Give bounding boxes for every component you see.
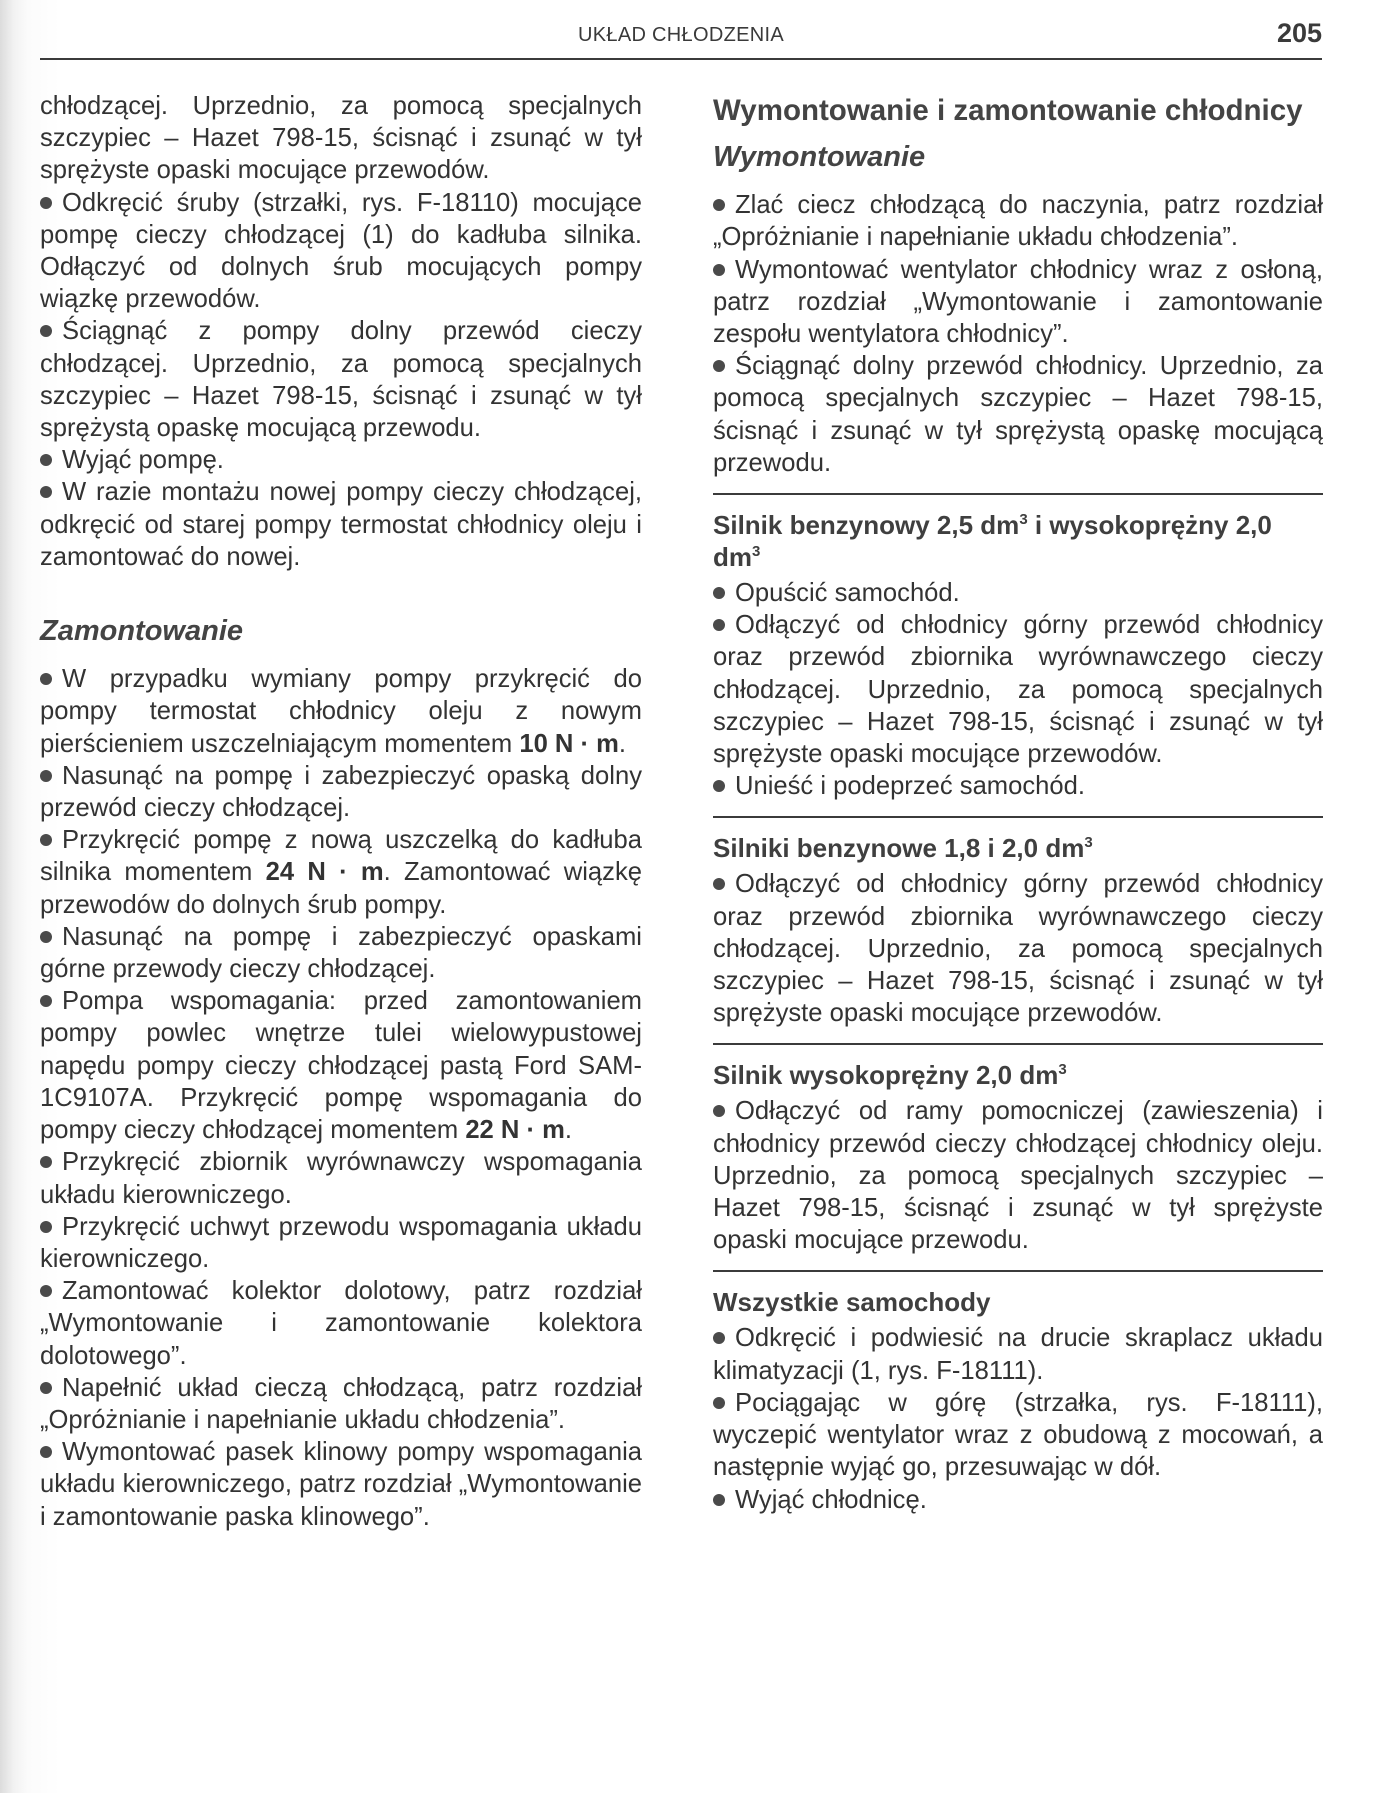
left-column (40, 90, 642, 1533)
section-heading: Wszystkie samochody (713, 1287, 991, 1318)
list-item: Wyjąć pompę. (40, 444, 642, 476)
bullet-icon (40, 1156, 52, 1168)
section-heading: Silnik benzynowy 2,5 $dm^3$ i wysokoprężny 2,0 $dm^3$ (713, 510, 1272, 573)
bullet-icon (713, 1105, 725, 1117)
bullet-icon (713, 1494, 725, 1506)
section-heading: Silniki benzynowe 1,8 i 2,0 $dm^3$ (713, 833, 1093, 864)
bullet-icon (40, 197, 52, 209)
bullet-icon (713, 360, 725, 372)
list-item: W razie montażu nowej pompy cieczy chłodzącej, odkręcić od starej pompy termostat chłodnicy oleju i zamontować do nowej. (40, 478, 642, 571)
bullet-icon (40, 1285, 52, 1297)
bullet-icon (713, 619, 725, 631)
bullet-icon (40, 486, 52, 498)
torque-value: 24 N · m (265, 858, 384, 887)
list-item: W przypadku wymiany pompy przykręcić do pompy termostat chłodnicy oleju z nowym pierścieniem uszczelniającym momentem 10 N · m. (40, 665, 642, 758)
list-item: Napełnić układ cieczą chłodzącą, patrz rozdział „Opróżnianie i napełnianie układu chłodzenia”. (40, 1373, 642, 1434)
list-item: Wymontować pasek klinowy pompy wspomagania układu kierowniczego, patrz rozdział „Wymontowanie i zamontowanie paska klinowego”. (40, 1438, 642, 1531)
header-rule (40, 58, 1322, 60)
bullet-icon (40, 325, 52, 337)
right-column (713, 92, 1323, 1516)
bullet-icon (713, 878, 725, 890)
list-item: Przykręcić zbiornik wyrównawczy wspomagania układu kierowniczego. (40, 1148, 642, 1209)
page-header (40, 18, 1322, 60)
list-item: Opuścić samochód. (713, 577, 1323, 609)
continuation-paragraph: chłodzącej. Uprzednio, za pomocą specjalnych szczypiec – Hazet 798-15, ścisnąć i zsunąć w tył sprężyste opaski mocujące przewodów. (40, 92, 642, 185)
list-item: Unieść i podeprzeć samochód. (713, 770, 1323, 802)
list-item: Pompa wspomagania: przed zamontowaniem pompy powlec wnętrze tulei wielowypustowej napędu pompy cieczy chłodzącej pastą Ford SAM-1C9107A. Przykręcić pompę wspomagania do pompy cieczy chłodzącej momentem 22 N · m. (40, 987, 642, 1145)
bullet-icon (40, 931, 52, 943)
list-item: Nasunąć na pompę i zabezpieczyć opaskami górne przewody cieczy chłodzącej. (40, 922, 642, 984)
bullet-icon (713, 264, 725, 276)
running-title: UKŁAD CHŁODZENIA (578, 24, 784, 46)
list-item: Odkręcić śruby (strzałki, rys. F-18110) mocujące pompę cieczy chłodzącej (1) do kadłuba silnika. Odłączyć od dolnych śrub mocujących pompy wiązkę przewodów. (40, 188, 642, 314)
removal-heading: Wymontowanie (713, 141, 926, 173)
bullet-icon (40, 834, 52, 846)
list-item: Ściągnąć dolny przewód chłodnicy. Uprzednio, za pomocą specjalnych szczypiec – Hazet 798-15, ścisnąć i zsunąć w tył sprężystą opaskę mocującą przewodu. (713, 352, 1323, 477)
bullet-icon (713, 1332, 725, 1344)
list-item: Pociągając w górę (strzałka, rys. F-18111), wyczepić wentylator wraz z obudową z mocowań, a następnie wyjąć go, przesuwając w dół. (713, 1388, 1323, 1482)
list-item: Zlać ciecz chłodzącą do naczynia, patrz rozdział „Opróżnianie i napełnianie układu chłodzenia”. (713, 191, 1323, 252)
list-item: Ściągnąć z pompy dolny przewód cieczy chłodzącej. Uprzednio, za pomocą specjalnych szczypiec – Hazet 798-15, ścisnąć i zsunąć w tył sprężystą opaskę mocującą przewodu. (40, 317, 642, 443)
list-item: Przykręcić uchwyt przewodu wspomagania układu kierowniczego. (40, 1212, 642, 1273)
list-item: Odłączyć od chłodnicy górny przewód chłodnicy oraz przewód zbiornika wyrównawczego cieczy chłodzącej. Uprzednio, za pomocą specjalnych szczypiec – Hazet 798-15, ścisnąć i zsunąć w tył sprężyste opaski mocujące przewodów. (713, 870, 1323, 1028)
bullet-icon (713, 199, 725, 211)
torque-value: 22 N · m (465, 1116, 565, 1145)
bullet-icon (40, 1382, 52, 1394)
bullet-icon (40, 1446, 52, 1458)
list-item: Odłączyć od chłodnicy górny przewód chłodnicy oraz przewód zbiornika wyrównawczego cieczy chłodzącej. Uprzednio, za pomocą specjalnych szczypiec – Hazet 798-15, ścisnąć i zsunąć w tył sprężyste opaski mocujące przewodów. (713, 611, 1323, 769)
list-item: Wymontować wentylator chłodnicy wraz z osłoną, patrz rozdział „Wymontowanie i zamontowanie zespołu wentylatora chłodnicy”. (713, 255, 1323, 349)
bullet-icon (40, 1221, 52, 1233)
list-item: Wyjąć chłodnicę. (713, 1484, 1323, 1516)
bullet-icon (713, 780, 725, 792)
page-number: 205 (1276, 18, 1322, 48)
bullet-icon (713, 1397, 725, 1409)
list-item: Przykręcić pompę z nową uszczelką do kadłuba silnika momentem 24 N · m. Zamontować wiązkę przewodów do dolnych śrub pompy. (40, 826, 642, 919)
main-heading: Wymontowanie i zamontowanie chłodnicy (713, 94, 1303, 127)
list-item: Nasunąć na pompę i zabezpieczyć opaską dolny przewód cieczy chłodzącej. (40, 761, 642, 823)
bullet-icon (40, 995, 52, 1007)
bullet-icon (40, 454, 52, 466)
section-heading: Silnik wysokoprężny 2,0 $dm^3$ (713, 1060, 1067, 1091)
install-heading: Zamontowanie (40, 615, 244, 648)
bullet-icon (713, 587, 725, 599)
torque-value: 10 N · m (519, 729, 619, 758)
list-item: Odkręcić i podwiesić na drucie skraplacz układu klimatyzacji (1, rys. F-18111). (713, 1324, 1323, 1385)
list-item: Zamontować kolektor dolotowy, patrz rozdział „Wymontowanie i zamontowanie kolektora dolotowego”. (40, 1277, 642, 1370)
list-item: Odłączyć od ramy pomocniczej (zawieszenia) i chłodnicy przewód cieczy chłodzącej chłodnicy oleju. Uprzednio, za pomocą specjalnych szczypiec – Hazet 798-15, ścisnąć i zsunąć w tył sprężyste opaski mocujące przewodu. (713, 1097, 1323, 1255)
bullet-icon (40, 770, 52, 782)
bullet-icon (40, 673, 52, 685)
